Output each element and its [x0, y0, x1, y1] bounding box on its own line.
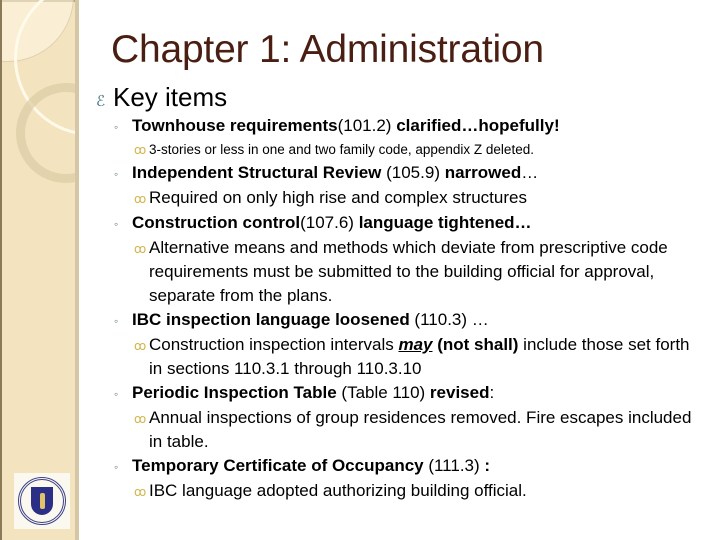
- list-item: [114, 211, 706, 236]
- sub-list-item: [134, 333, 706, 381]
- hollow-circle-bullet-icon: ◦: [114, 387, 119, 401]
- sub-list-item-text: 3-stories or less in one and two family code, appendix Z deleted.: [149, 142, 534, 157]
- bullet-list: [96, 114, 706, 504]
- heading-key-items: [96, 82, 706, 114]
- sub-list-item: [134, 479, 706, 504]
- heading-text: Key items: [113, 82, 228, 112]
- list-item: [114, 114, 706, 139]
- bold-text: language tightened…: [358, 213, 532, 232]
- scroll-bullet-icon: ꝏ: [134, 143, 147, 157]
- list-item-text: [132, 454, 706, 478]
- bold-text: narrowed: [444, 163, 522, 182]
- list-item-text: [132, 308, 706, 332]
- scroll-bullet-icon: ꝏ: [134, 412, 147, 426]
- bold-text: Temporary Certificate of Occupancy: [132, 456, 424, 475]
- bold-text: IBC inspection language loosened: [132, 310, 410, 329]
- plain-text: (107.6): [300, 213, 359, 232]
- list-item-text: [132, 114, 706, 138]
- seal-figure-icon: [40, 493, 45, 509]
- bold-text: Independent Structural Review: [132, 163, 382, 182]
- plain-text: (Table 110): [336, 383, 430, 402]
- plain-text: :: [489, 383, 495, 402]
- scroll-bullet-icon: ꝏ: [134, 192, 147, 206]
- hollow-circle-bullet-icon: ◦: [114, 120, 119, 134]
- scroll-bullet-icon: ꝏ: [134, 339, 147, 353]
- list-item: [114, 161, 706, 186]
- bold-text: (not shall): [432, 335, 519, 354]
- bold-text: clarified…hopefully!: [396, 116, 560, 135]
- sub-list-item-text: IBC language adopted authorizing building official.: [149, 481, 527, 500]
- plain-text: …: [521, 163, 539, 182]
- decorative-sidebar: [0, 0, 79, 540]
- sub-list-item: [134, 236, 706, 308]
- massachusetts-seal-icon: [14, 473, 70, 529]
- sub-list-item-text: Annual inspections of group residences removed. Fire escapes included in table.: [149, 408, 692, 451]
- sub-list-item-text: Alternative means and methods which deviate from prescriptive code requirements must be submitted to the building official for approval, separate from the plans.: [149, 238, 668, 305]
- bold-text: revised: [429, 383, 490, 402]
- scroll-bullet-icon: ꝏ: [134, 242, 147, 256]
- seal-shield-icon: [31, 487, 53, 515]
- list-item: [114, 454, 706, 479]
- seal-ring: [18, 477, 66, 525]
- plain-text: (101.2): [337, 116, 397, 135]
- sidebar-edge: [75, 0, 79, 540]
- hollow-circle-bullet-icon: ◦: [114, 314, 119, 328]
- scroll-bullet-icon: ꝏ: [134, 485, 147, 499]
- list-item-text: [132, 381, 706, 405]
- plain-text: include those set forth in sections 110.3.1 through 110.3.10: [149, 335, 690, 378]
- list-item-text: [132, 161, 706, 185]
- list-item: [114, 381, 706, 406]
- sub-list-item-text: Required on only high rise and complex structures: [149, 188, 527, 207]
- scroll-bullet-icon: ℰ: [96, 92, 106, 110]
- emphasis-text: may: [398, 335, 433, 354]
- hollow-circle-bullet-icon: ◦: [114, 460, 119, 474]
- bold-text: Construction control: [132, 213, 301, 232]
- plain-text: Construction inspection intervals: [149, 335, 399, 354]
- slide-title: Chapter 1: Administration: [111, 28, 544, 71]
- sub-list-item: [134, 186, 706, 211]
- list-item: [114, 308, 706, 333]
- plain-text: (110.3) …: [409, 310, 489, 329]
- sub-list-item-text: [149, 333, 706, 381]
- bold-text: Periodic Inspection Table: [132, 383, 337, 402]
- bold-text: Townhouse requirements: [132, 116, 338, 135]
- slide-body: [96, 82, 706, 504]
- sub-list-item: [134, 406, 706, 454]
- sub-list-item: [134, 139, 706, 161]
- plain-text: (111.3): [423, 456, 485, 475]
- hollow-circle-bullet-icon: ◦: [114, 217, 119, 231]
- plain-text: (105.9): [381, 163, 445, 182]
- hollow-circle-bullet-icon: ◦: [114, 167, 119, 181]
- bold-text: :: [484, 456, 491, 475]
- list-item-text: [132, 211, 706, 235]
